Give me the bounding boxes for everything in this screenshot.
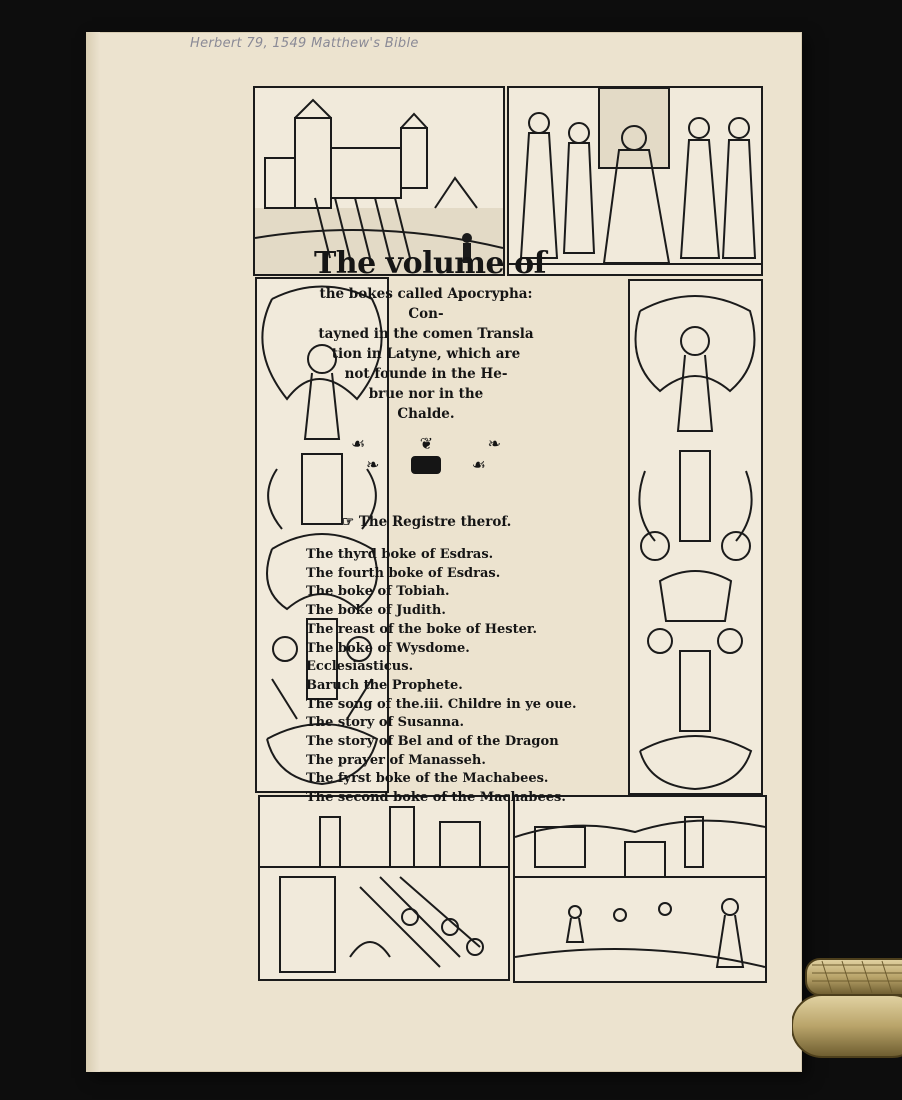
subtitle-line: brue nor in the <box>368 386 484 402</box>
pointing-hand-icon: ☞ <box>342 514 355 530</box>
subtitle-line: not founde in the He- <box>344 366 508 382</box>
registre-heading: ☞ The Registre therof. <box>342 514 512 530</box>
fleuron-icon: ❦ <box>419 434 434 453</box>
list-item: The second boke of the Machabees. <box>306 790 566 806</box>
list-item: The boke of Judith. <box>306 603 446 619</box>
ornament-block-icon <box>411 456 441 474</box>
book-title: The volume of <box>313 246 546 281</box>
subtitle-line: the bokes called Apocrypha: Con- <box>319 286 533 322</box>
list-item: The fyrst boke of the Machabees. <box>306 771 549 787</box>
title-block <box>306 246 577 808</box>
list-item: The song of the.iii. Childre in ye oue. <box>306 696 577 712</box>
list-item: The boke of Wysdome. <box>306 640 470 656</box>
list-item: The boke of Tobiah. <box>306 584 450 600</box>
subtitle-line: tion in Latyne, which are <box>331 346 521 362</box>
pencil-annotation: Herbert 79, 1549 Matthew's Bible <box>190 36 419 51</box>
list-item: Baruch the Prophete. <box>306 677 463 693</box>
woodcut-siege <box>258 795 510 981</box>
list-item: Ecclesiasticus. <box>306 659 414 675</box>
subtitle-line: Chalde. <box>397 406 455 422</box>
woodcut-border-right <box>628 279 763 795</box>
contents-list <box>306 546 577 808</box>
fleuron-icon: ❧ <box>366 455 380 474</box>
fleuron-icon: ❧ <box>487 434 501 453</box>
woodcut-city-landscape <box>513 795 767 983</box>
list-item: The prayer of Manasseh. <box>306 752 486 768</box>
list-item: The thyrd boke of Esdras. <box>306 547 494 562</box>
fleuron-icon: ☙ <box>351 434 366 453</box>
subtitle <box>306 284 546 424</box>
list-item: The story of Susanna. <box>306 715 465 731</box>
brass-clasp <box>792 955 902 1065</box>
fleuron-icon: ☙ <box>471 455 486 474</box>
subtitle-line: tayned in the comen Transla <box>318 326 534 342</box>
list-item: The story of Bel and of the Dragon <box>306 734 559 750</box>
list-item: The fourth boke of Esdras. <box>306 565 501 581</box>
ornament-row-top <box>351 434 501 453</box>
ornament-row-bottom <box>366 455 486 474</box>
list-item: The reast of the boke of Hester. <box>306 621 538 637</box>
